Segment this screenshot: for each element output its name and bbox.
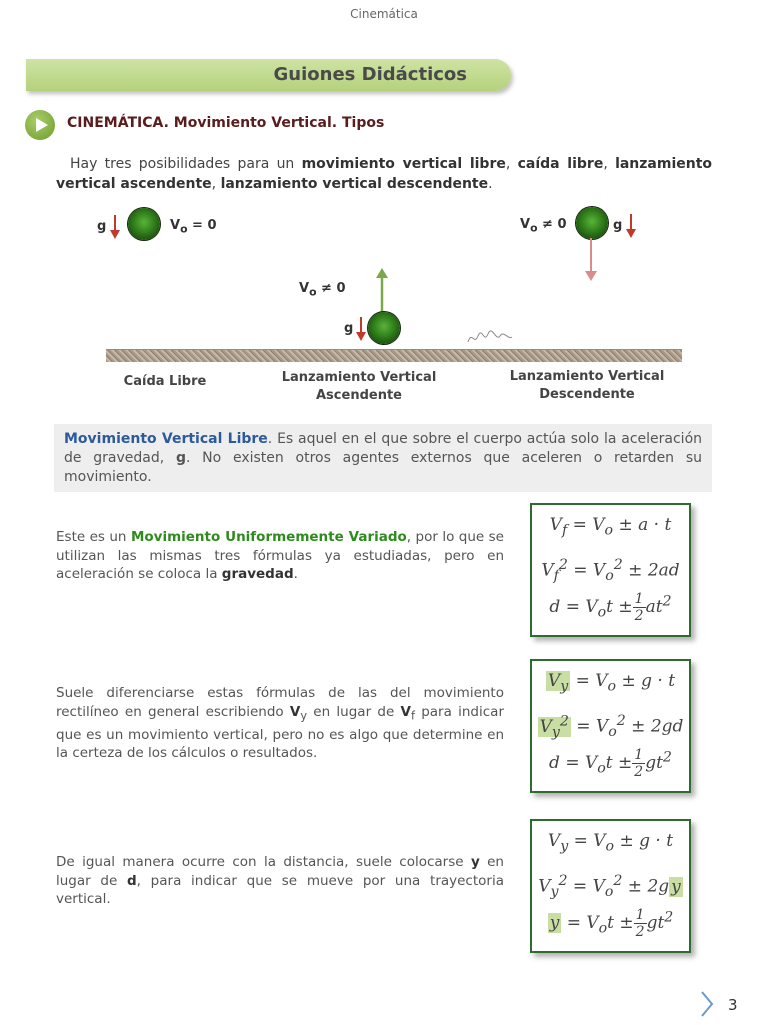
intro-paragraph: Hay tres posibilidades para un movimiento vertical libre, caída libre, lanzamiento vertical ascendente, lanzamiento vertical descendente.	[56, 156, 713, 192]
guiones-banner	[26, 59, 511, 91]
formula-velocity-y: $V_y = V_o \pm g \cdot t$	[547, 831, 674, 855]
formula-velocity-y-squared: $V_y^2 = V_o^2 \pm 2g$ y	[538, 873, 681, 901]
caption-free-fall: Caída Libre	[123, 374, 207, 389]
paragraph-muv: Este es un Movimiento Uniformemente Variado, por lo que se utilizan las mismas tres fórmulas ya estudiadas, pero en aceleración se coloca la gravedad.	[56, 529, 504, 582]
ball-free-fall	[128, 208, 160, 240]
play-icon	[25, 110, 55, 140]
paragraph-vy: Suele diferenciarse estas fórmulas de las del movimiento rectilíneo en general escribiendo $V_y$ en lugar de $V_f$ para indicar que es un movimiento vertical, pero no es algo que determine en la certeza de los cálculos o resultados.	[56, 685, 504, 762]
gravity-arrow-icon	[110, 214, 120, 240]
formula-velocity-squared: $V_f^2 = V_o^2 \pm 2ad$	[541, 557, 680, 585]
next-page-chevron-icon[interactable]	[700, 990, 714, 1025]
ball-descending	[576, 207, 608, 239]
gravity-label: g	[97, 219, 107, 234]
section-title: CINEMÁTICA. Movimiento Vertical. Tipos	[67, 115, 385, 131]
gravity-label: g	[344, 321, 354, 336]
formula-distance: $d = V_ot$ ± $\frac{1}{2}$ $at^2$	[549, 591, 672, 624]
page-number: 3	[728, 996, 738, 1014]
formula-velocity-y: $V_y = V_o \pm g \cdot t$	[547, 671, 676, 695]
signature-icon	[466, 328, 514, 348]
formula-box-vertical	[530, 659, 691, 793]
gravity-label: g	[613, 218, 623, 233]
ground-strip	[106, 349, 682, 362]
formula-velocity: $V_f = V_o \pm a \cdot t$	[549, 515, 672, 539]
upward-velocity-arrow-icon	[376, 268, 388, 314]
ball-ascending	[368, 312, 400, 344]
caption-ascending: Lanzamiento Vertical Ascendente	[281, 370, 437, 403]
formula-height: $y = V_ot$ ± $\frac{1}{2}$ $gt^2$	[549, 907, 674, 940]
gravity-arrow-icon	[626, 213, 636, 239]
running-header: Cinemática	[350, 7, 418, 21]
definition-text: Movimiento Vertical Libre. Es aquel en el que sobre el cuerpo actúa solo la aceleración de gravedad, g. No existen otros agentes externos que aceleren o retarden su movimiento.	[64, 431, 703, 485]
formula-box-height	[530, 819, 691, 953]
initial-velocity-zero-label: $V_o = 0$	[170, 218, 217, 236]
caption-descending: Lanzamiento Vertical Descendente	[509, 369, 665, 402]
downward-velocity-arrow-icon	[585, 238, 597, 282]
formula-box-general	[530, 503, 691, 637]
formula-velocity-y-squared: $V_y^2 = V_o^2 \pm 2gd$	[539, 713, 684, 741]
gravity-arrow-icon	[356, 316, 366, 342]
banner-title: Guiones Didácticos	[273, 64, 467, 85]
initial-velocity-nonzero-label: $V_o \ne 0$	[520, 217, 567, 235]
paragraph-y: De igual manera ocurre con la distancia, suele colocarse y en lugar de d, para indicar que se mueve por una trayectoria vertical.	[56, 854, 504, 907]
formula-distance-g: $d = V_ot$ ± $\frac{1}{2}$ $gt^2$	[549, 747, 672, 780]
initial-velocity-nonzero-label: $V_o \ne 0$	[299, 281, 346, 299]
